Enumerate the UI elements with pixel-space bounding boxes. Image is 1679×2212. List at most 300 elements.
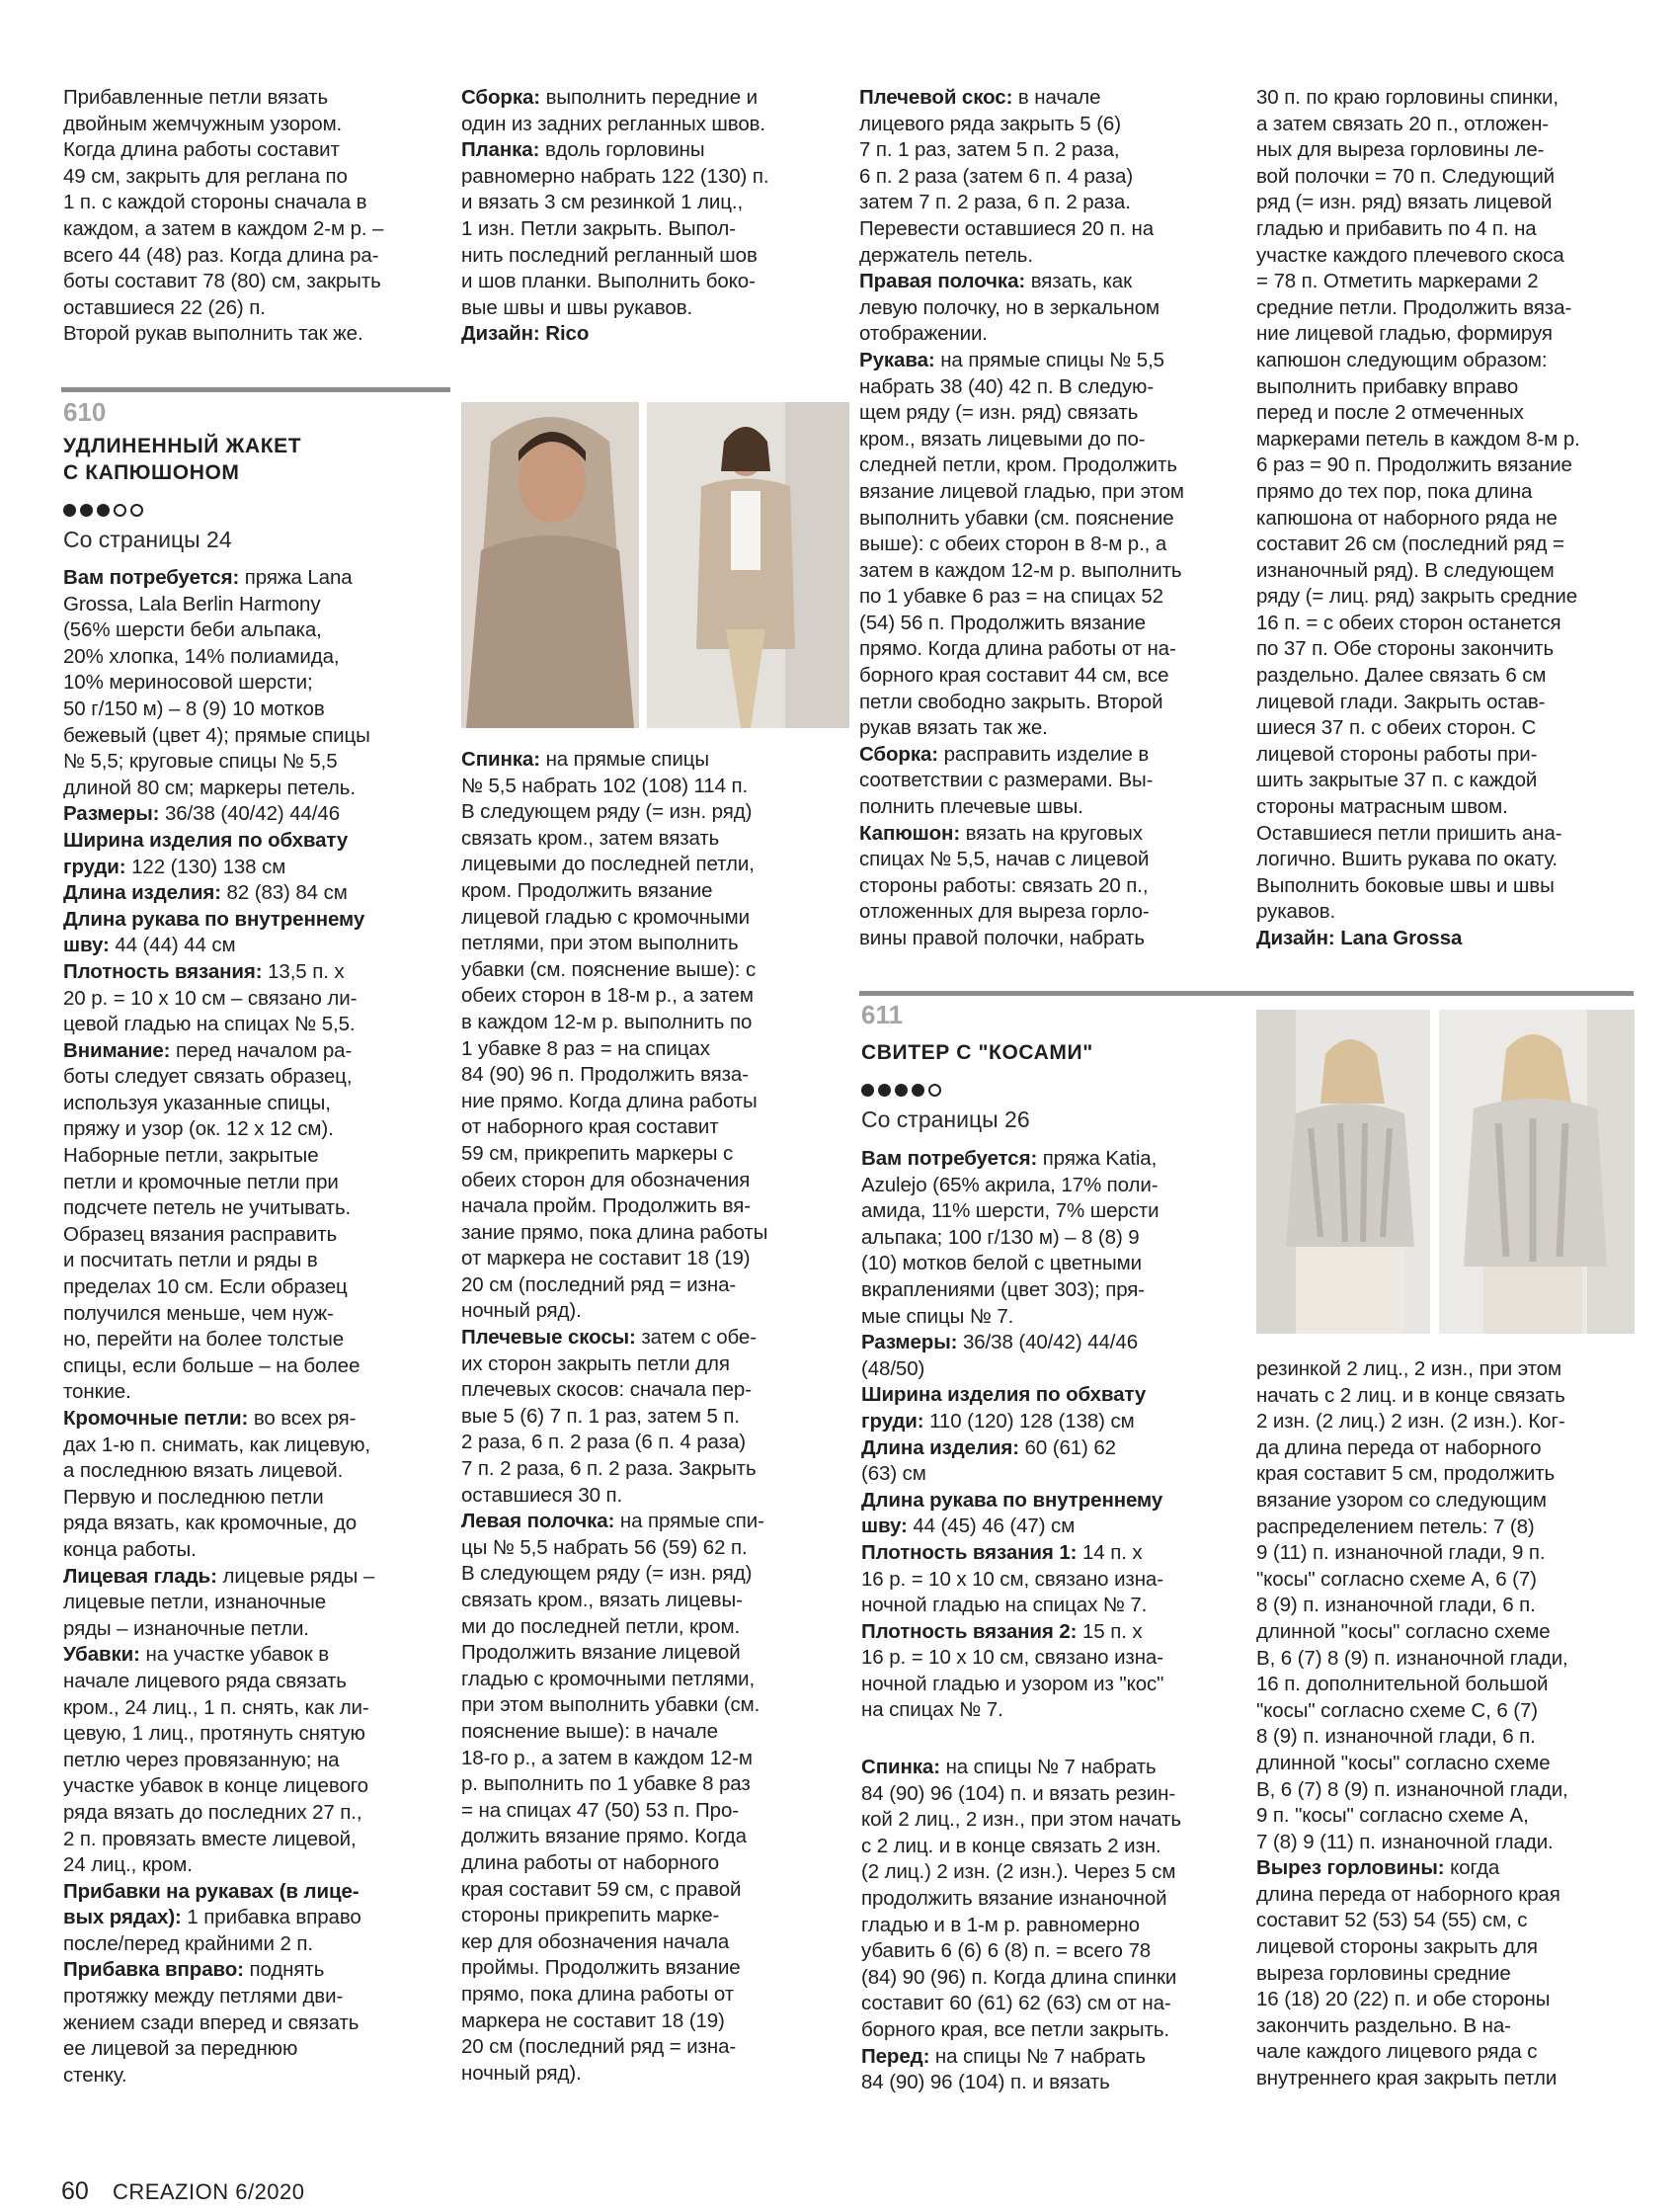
line-text: 60 (61) 62 [1018,1435,1116,1459]
text-line [63,1852,450,1879]
text-line [861,1567,1248,1594]
text-line [461,1246,848,1272]
text-line [461,1719,848,1746]
section-divider-610 [61,387,450,392]
text-line [861,1593,1248,1619]
text-line [1256,427,1643,453]
line-text: 8 (9) п. изнаночной глади, 6 п. [1256,1594,1536,1617]
line-text: капюшона от наборного ряда не [1256,506,1558,530]
bold-term: Размеры: [63,802,160,826]
line-text: внутреннего края закрыть петли [1256,2067,1558,2090]
bold-term: Плотность вязания 2: [861,1619,1078,1643]
line-text: Второй рукав выполнить так же. [63,322,363,346]
line-text: В, 6 (7) 8 (9) п. изнаночной глади, [1256,1777,1568,1801]
line-text: боты следует связать образец, [63,1065,353,1089]
text-line [859,506,1246,533]
text-line [63,1931,450,1958]
bold-term: Вам потребуется: [63,566,240,589]
text-line [861,1382,1248,1409]
text-line [461,295,848,322]
text-line [63,1433,450,1459]
text-line [859,584,1246,611]
line-text: ряда вязать до последних 27 п., [63,1800,362,1824]
text-line [1256,847,1643,873]
text-line [63,2010,450,2037]
text-line [461,799,848,826]
text-line [63,723,450,750]
text-line [859,794,1246,821]
line-text: Оставшиеся петли пришить ана- [1256,821,1562,845]
line-text: ряду (= лиц. ряд) закрыть средние [1256,585,1578,609]
text-line [461,1430,848,1456]
line-text: шиеся 37 п. с обеих сторон. С [1256,716,1537,740]
magazine-issue: CREAZION 6/2020 [112,2179,305,2204]
text-line [461,1298,848,1325]
line-text: лицевой глади. Закрыть остав- [1256,690,1546,713]
line-text: 50 г/150 м) – 8 (9) 10 мотков [63,696,325,720]
text-line [861,1461,1248,1488]
text-line [461,1588,848,1614]
text-line [461,85,848,112]
line-text: рукав вязать так же. [859,716,1048,740]
text-line [1256,1646,1643,1673]
text-line [461,2061,848,2088]
line-text: начать с 2 лиц. и в конце связать [1256,1383,1565,1407]
line-text: оставшиеся 22 (26) п. [63,295,266,319]
line-text: но, перейти на более толстые [63,1328,345,1352]
line-text: 13,5 п. х [262,959,345,983]
filled-dot-icon [912,1084,924,1097]
line-text: ряда вязать, как кромочные, до [63,1512,358,1535]
text-line [1256,1435,1643,1462]
line-text: на прямые спи- [614,1510,764,1533]
text-line [1256,348,1643,374]
text-line [63,1301,450,1328]
text-line [861,1859,1248,1886]
line-text: тонкие. [63,1380,131,1404]
line-text: 1 п. с каждой стороны сначала в [63,191,367,214]
text-line [1256,1724,1643,1751]
line-text: 7 п. 1 раз, затем 5 п. 2 раза, [859,138,1120,162]
text-line [63,1485,450,1512]
text-line [861,1781,1248,1808]
filled-dot-icon [895,1084,908,1097]
line-text: Образец вязания расправить [63,1222,338,1246]
line-text: мые спицы № 7. [861,1304,1014,1328]
text-line [859,611,1246,637]
text-line [63,1511,450,1537]
text-line [1256,636,1643,663]
filled-dot-icon [861,1084,874,1097]
text-line [461,1535,848,1562]
text-line [859,216,1246,243]
line-text: по 1 убавке 6 раз = на спицах 52 [859,585,1163,609]
text-line [63,1274,450,1301]
line-text: стороны работы: связать 20 п., [859,873,1149,897]
text-line [461,1824,848,1850]
line-text: 16 п. дополнительной большой [1256,1673,1549,1696]
difficulty-dots-611 [861,1084,941,1097]
text-line [1256,611,1643,637]
text-line [461,1456,848,1483]
line-text: петлю через провязанную; на [63,1748,340,1771]
text-line [1256,2066,1643,2092]
page-footer [61,2177,305,2206]
text-line [461,852,848,878]
line-text: а затем связать 20 п., отложен- [1256,112,1550,135]
text-line [461,112,848,138]
text-line [1256,1540,1643,1567]
text-line [63,1379,450,1406]
line-text: 18-го р., а затем в каждом 12-м [461,1746,753,1769]
line-text: на участке убавок в [139,1643,330,1667]
text-line [461,1746,848,1772]
line-text: кром., вязать лицевыми до по- [859,427,1146,451]
text-line [461,1089,848,1115]
text-line [461,931,848,957]
text-line [861,1435,1248,1462]
line-text: и посчитать петли и ряды в [63,1249,318,1272]
text-line [1256,400,1643,427]
line-text: от маркера не составит 18 (19) [461,1247,751,1270]
bold-term: вых рядах): [63,1906,182,1929]
text-line [861,1304,1248,1331]
photo-cable-sweater-back [1439,1010,1635,1334]
line-text: 7 п. 2 раза, 6 п. 2 раза. Закрыть [461,1457,757,1481]
text-line [859,269,1246,295]
line-text: участке убавок в конце лицевого [63,1774,368,1798]
line-text: всего 44 (48) раз. Когда длина ра- [63,243,379,267]
text-line [1256,1830,1643,1856]
text-line [1256,1383,1643,1410]
line-text: (63) см [861,1462,926,1486]
bold-term: Плечевые скосы: [461,1326,636,1350]
line-text: 1 прибавка вправо [181,1906,361,1929]
difficulty-dots-610 [63,504,143,517]
line-text: ее лицевой за переднюю [63,2037,298,2061]
text-line [63,1248,450,1274]
line-text: (56% шерсти беби альпака, [63,618,322,642]
text-line [1256,112,1643,138]
text-line [461,321,848,348]
line-text: р. выполнить по 1 убавке 8 раз [461,1772,751,1796]
line-text: убавки (см. пояснение выше): с [461,957,757,981]
text-line [63,1642,450,1669]
text-line [1256,1488,1643,1515]
filled-dot-icon [97,504,110,517]
text-line [63,164,448,191]
text-line [63,1222,450,1249]
text-line [63,1957,450,1984]
line-text: расправить изделие в [938,742,1150,766]
line-text: оставшиеся 30 п. [461,1483,623,1507]
line-text: соответствии с размерами. Вы- [859,769,1154,792]
line-text: распределением петель: 7 (8) [1256,1515,1535,1538]
model-turning-icon [1439,1010,1635,1334]
text-line [1256,1961,1643,1988]
col1-main-610 [63,565,450,2089]
text-line [63,1827,450,1853]
text-line [461,1168,848,1194]
line-text: бежевый (цвет 4); прямые спицы [63,723,370,747]
line-text: раздельно. Далее связать 6 см [1256,664,1547,688]
text-line [861,1834,1248,1860]
col3-main-611 [861,1146,1248,1724]
text-line [63,1091,450,1117]
text-line [63,776,450,802]
bold-term: Сборка: [461,86,541,109]
line-text: Когда длина работы составит [63,138,340,162]
bold-term: Длина изделия: [63,881,221,905]
line-text: во всех ря- [248,1407,357,1430]
line-text: спицы, если больше – на более [63,1353,360,1377]
line-text: 9 (11) п. изнаночной глади, 9 п. [1256,1541,1546,1565]
text-line [861,1146,1248,1173]
text-line [861,1697,1248,1724]
bold-term: Перед: [861,2044,930,2068]
text-line [63,880,450,907]
text-line [1256,742,1643,769]
line-text: борного края, все петли закрыть. [861,2017,1169,2041]
bold-term: Вырез горловины: [1256,1856,1445,1880]
photo-cable-sweater-front [1256,1010,1430,1334]
bold-term: Рукава: [859,348,935,371]
pattern-number-611: 611 [861,1000,903,1029]
line-text: плечевых скосов: сначала пер- [461,1378,752,1402]
pattern-title-610: УДЛИНЕННЫЙ ЖАКЕТ С КАПЮШОНОМ [63,435,302,484]
line-text: Наборные петли, закрытые [63,1144,319,1168]
line-text: амида, 11% шерсти, 7% шерсти [861,1199,1159,1223]
text-line [63,1195,450,1222]
line-text: 122 (130) 138 см [125,855,286,878]
line-text: 10% мериносовой шерсти; [63,671,313,695]
bold-term: Длина рукава по внутреннему [861,1488,1163,1512]
text-line [63,565,450,592]
line-text: = 78 п. Отметить маркерами 2 [1256,270,1539,293]
from-page-610: Со страницы 24 [63,527,232,552]
line-text: 44 (45) 46 (47) см [907,1515,1076,1538]
text-line [461,826,848,853]
text-line [63,1984,450,2010]
text-line [461,957,848,984]
section-divider-611 [859,991,1634,996]
text-line [461,1272,848,1299]
text-line [861,1807,1248,1834]
text-line [63,269,448,295]
line-text: Grossa, Lala Berlin Harmony [63,592,321,615]
text-line [63,2036,450,2063]
text-line [861,1965,1248,1992]
line-text: № 5,5 набрать 102 (108) 114 п. [461,774,749,797]
line-text: длина переда от наборного края [1256,1882,1560,1906]
text-line [1256,1672,1643,1698]
text-line [63,1064,450,1091]
text-line [1256,295,1643,322]
col2-main-610 [461,747,848,2087]
line-text: кой 2 лиц., 2 изн., при этом начать [861,1808,1181,1832]
line-text: В, 6 (7) 8 (9) п. изнаночной глади, [1256,1646,1568,1670]
bold-term: Ширина изделия по обхвату [63,828,349,852]
line-text: прямо. Когда длина работы от на- [859,637,1176,661]
text-line [461,1903,848,1929]
text-line [461,1377,848,1404]
text-line [1256,715,1643,742]
text-line [1256,794,1643,821]
text-line [859,400,1246,427]
line-text: В следующем ряду (= изн. ряд) [461,800,753,824]
pattern-title-611: СВИТЕР С "КОСАМИ" [861,1041,1093,1064]
line-text: кром., 24 лиц., 1 п. снять, как ли- [63,1695,369,1719]
line-text: перед началом ра- [170,1038,353,1062]
text-line [1256,1855,1643,1882]
text-line [859,768,1246,794]
text-line [63,1748,450,1774]
line-text: с 2 лиц. и в конце связать 2 изн. [861,1834,1161,1857]
text-line [63,1879,450,1906]
text-line [1256,899,1643,926]
text-line [63,1721,450,1748]
line-text: (54) 56 п. Продолжить вязание [859,611,1146,634]
text-line [63,1590,450,1616]
line-text: капюшон следующим образом: [1256,348,1548,371]
bold-term: Прибавка вправо: [63,1958,244,1982]
text-line [859,374,1246,401]
bold-term: груди: [861,1409,924,1433]
line-text: стенку. [63,2063,127,2087]
line-text: гладью и в 1-м р. равномерно [861,1913,1140,1936]
bold-term: Ширина изделия по обхвату [861,1383,1147,1407]
text-line [861,1277,1248,1304]
line-text: 20 см (последний ряд = изна- [461,1272,737,1296]
line-text: 1 убавке 8 раз = на спицах [461,1036,710,1060]
line-text: гладью с кромочными петлями, [461,1667,756,1690]
bold-term: Длина изделия: [861,1435,1019,1459]
bold-term: Дизайн: Rico [461,322,590,346]
line-text: кер для обозначения начала [461,1929,730,1953]
text-line [461,1955,848,1982]
line-text: равномерно набрать 122 (130) п. [461,164,769,188]
line-text: вые 5 (6) 7 п. 1 раз, затем 5 п. [461,1404,741,1428]
line-text: (84) 90 (96) п. Когда длина спинки [861,1965,1177,1989]
line-text: 6 раз = 90 п. Продолжить вязание [1256,453,1572,477]
text-line [859,532,1246,558]
text-line [63,801,450,828]
line-text: участке каждого плечевого скоса [1256,243,1564,267]
text-line [1256,1698,1643,1725]
col3-top [859,85,1246,952]
line-text: выполнить передние и [540,86,758,109]
line-text: вязание узором со следующим [1256,1488,1547,1512]
text-line [461,1036,848,1063]
line-text: конца работы. [63,1537,197,1561]
text-line [859,715,1246,742]
line-text: 84 (90) 96 п. Продолжить вяза- [461,1063,749,1087]
line-text: составит 26 см (последний ряд = [1256,533,1564,556]
line-text: изнаночный ряд). В следующем [1256,558,1555,582]
line-text: длинной "косы" согласно схеме [1256,1619,1551,1643]
col4-main-611 [1256,1356,1643,2092]
text-line [1256,137,1643,164]
bold-term: Правая полочка: [859,270,1026,293]
line-text: подсчете петель не учитывать. [63,1196,352,1220]
line-text: продолжить вязание изнаночной [861,1886,1167,1910]
text-line [461,1614,848,1641]
text-line [1256,532,1643,558]
text-line [1256,1567,1643,1594]
text-line [461,1771,848,1798]
line-text: вой полочки = 70 п. Следующий [1256,164,1556,188]
line-text: пояснение выше): в начале [461,1719,718,1743]
line-text: на спицы № 7 набрать [939,1756,1157,1778]
line-text: лицевые петли, изнаночные [63,1591,327,1614]
line-text: (48/50) [861,1356,925,1380]
text-line [63,1564,450,1591]
text-line [1256,190,1643,216]
text-line [63,1170,450,1196]
line-text: затем в каждом 12-м р. выполнить [859,558,1182,582]
text-line [861,2017,1248,2044]
text-line [63,1773,450,1800]
text-line [1256,690,1643,716]
line-text: 59 см, прикрепить маркеры с [461,1141,734,1165]
line-text: 16 р. = 10 х 10 см, связано изна- [861,1567,1163,1591]
line-text: № 5,5; круговые спицы № 5,5 [63,750,338,774]
text-line [859,295,1246,322]
text-line [1256,216,1643,243]
text-line [859,452,1246,479]
line-text: полнить плечевые швы. [859,795,1083,819]
line-text: 9 п. "косы" согласно схеме А, [1256,1804,1529,1828]
text-line [461,983,848,1010]
line-text: боты составит 78 (80) см, закрыть [63,270,381,293]
line-text: закончить раздельно. В на- [1256,2013,1511,2037]
line-text: отложенных для выреза горло- [859,900,1150,924]
line-text: стороны прикрепить марке- [461,1904,720,1927]
text-line [1256,558,1643,585]
text-line [63,617,450,644]
text-line [63,1800,450,1827]
text-line [461,1141,848,1168]
text-line [63,1327,450,1353]
filled-dot-icon [80,504,93,517]
pattern-number-610: 610 [63,397,107,427]
col2-top [461,85,848,348]
text-line [1256,1461,1643,1488]
text-line [461,1692,848,1719]
bold-term: Левая полочка: [461,1510,615,1533]
text-line [63,670,450,696]
line-text: получился меньше, чем нуж- [63,1301,334,1325]
line-text: 20 р. = 10 х 10 см – связано ли- [63,986,358,1010]
text-line [461,1561,848,1588]
line-text: левую полочку, но в зеркальном [859,295,1160,319]
text-line [63,907,450,934]
line-text: чале каждого лицевого ряда с [1256,2040,1538,2064]
text-line [859,690,1246,716]
line-text: убавить 6 (6) 6 (8) п. = всего 78 [861,1939,1152,1963]
line-text: выше): с обеих сторон в 8-м р., а [859,533,1167,556]
bold-term: Кромочные петли: [63,1407,249,1430]
bold-term: Планка: [461,138,540,162]
bold-term: шву: [861,1515,908,1538]
line-text: 2 изн. (2 лиц.) 2 изн. (2 изн.). Ког- [1256,1410,1565,1434]
from-page-611: Со страницы 26 [861,1106,1030,1132]
line-text: альпака; 100 г/130 м) – 8 (8) 9 [861,1225,1140,1249]
line-text: (2 лиц.) 2 изн. (2 изн.). Через 5 см [861,1860,1176,1884]
text-line [861,2070,1248,2096]
text-line [63,1905,450,1931]
col1-top [63,85,448,348]
